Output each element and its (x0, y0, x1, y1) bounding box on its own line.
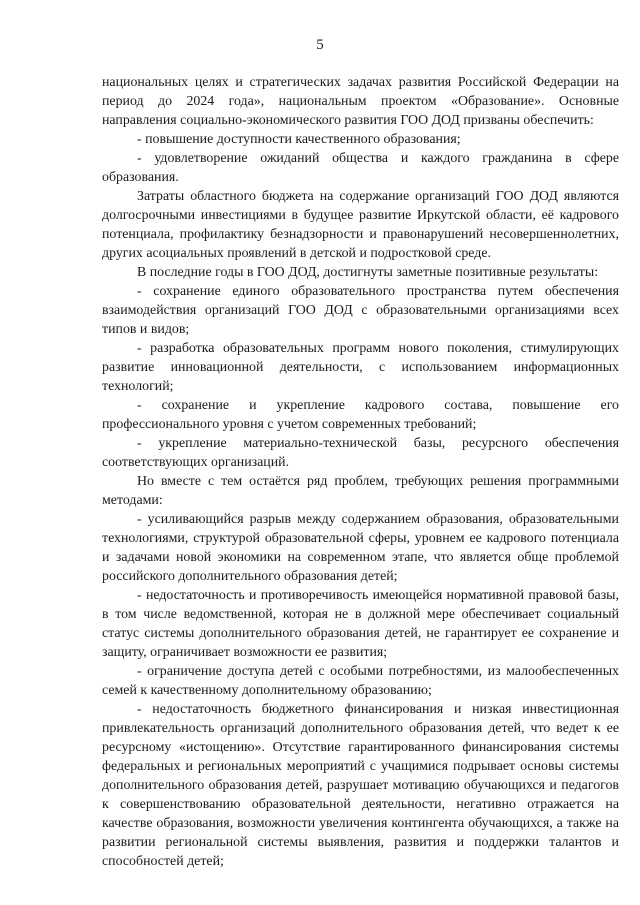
paragraph: - недостаточность и противоречивость имеющейся нормативной правовой базы, в том числе ведомственной, которая не в должной мере обеспечивает социальный статус системы дополнительного образования детей, не гарантирует ее сохранение и защиту, ограничивает возможности ее развития; (102, 588, 619, 660)
paragraph: - сохранение и укрепление кадрового состава, повышение его профессионального уровня с учетом современных требований; (102, 398, 619, 432)
paragraph: Но вместе с тем остаётся ряд проблем, требующих решения программными методами: (102, 474, 619, 508)
paragraph: - сохранение единого образовательного пространства путем обеспечения взаимодействия организаций ГОО ДОД с образовательными организациями всех типов и видов; (102, 284, 619, 337)
paragraph: - разработка образовательных программ нового поколения, стимулирующих развитие инновационной деятельности, с использованием информационных технологий; (102, 341, 619, 394)
paragraph: В последние годы в ГОО ДОД, достигнуты заметные позитивные результаты: (137, 265, 599, 280)
paragraph: - удовлетворение ожиданий общества и каждого гражданина в сфере образования. (102, 151, 619, 185)
page-number: 5 (316, 37, 324, 53)
paragraph: - укрепление материально-технической базы, ресурсного обеспечения соответствующих организаций. (102, 436, 619, 470)
paragraph: - повышение доступности качественного образования; (137, 132, 461, 147)
paragraph: национальных целях и стратегических задачах развития Российской Федерации на период до 2024 года», национальным проектом «Образование». Основные направления социально-экономического развития ГОО ДОД призваны обеспечить: (102, 75, 619, 128)
paragraph: Затраты областного бюджета на содержание организаций ГОО ДОД являются долгосрочными инвестициями в будущее развитие Иркутской области, её кадрового потенциала, профилактику безнадзорности и правонарушений несовершеннолетних, других асоциальных проявлений в детской и подростковой среде. (102, 189, 619, 261)
paragraph: - усиливающийся разрыв между содержанием образования, образовательными технологиями, структурой образовательной сферы, уровнем ее кадрового потенциала и задачами новой экономики на современном этапе, что является обще проблемой российского дополнительного образования детей; (102, 512, 619, 584)
paragraph: - недостаточность бюджетного финансирования и низкая инвестиционная привлекательность организаций дополнительного образования детей, что ведет к ее ресурсному «истощению». Отсутствие гарантированного финансирования системы федеральных и региональных мероприятий с учащимися подрывает основы системы дополнительного образования детей, разрушает мотивацию обучающихся и педагогов к совершенствованию образовательной деятельности, негативно отражается на качестве образования, возможности увеличения контингента обучающихся, а также на развитии региональной системы выявления, развития и поддержки талантов и способностей детей; (102, 702, 619, 869)
document-body (102, 73, 619, 871)
paragraph: - ограничение доступа детей с особыми потребностями, из малообеспеченных семей к качественному дополнительному образованию; (102, 664, 619, 698)
